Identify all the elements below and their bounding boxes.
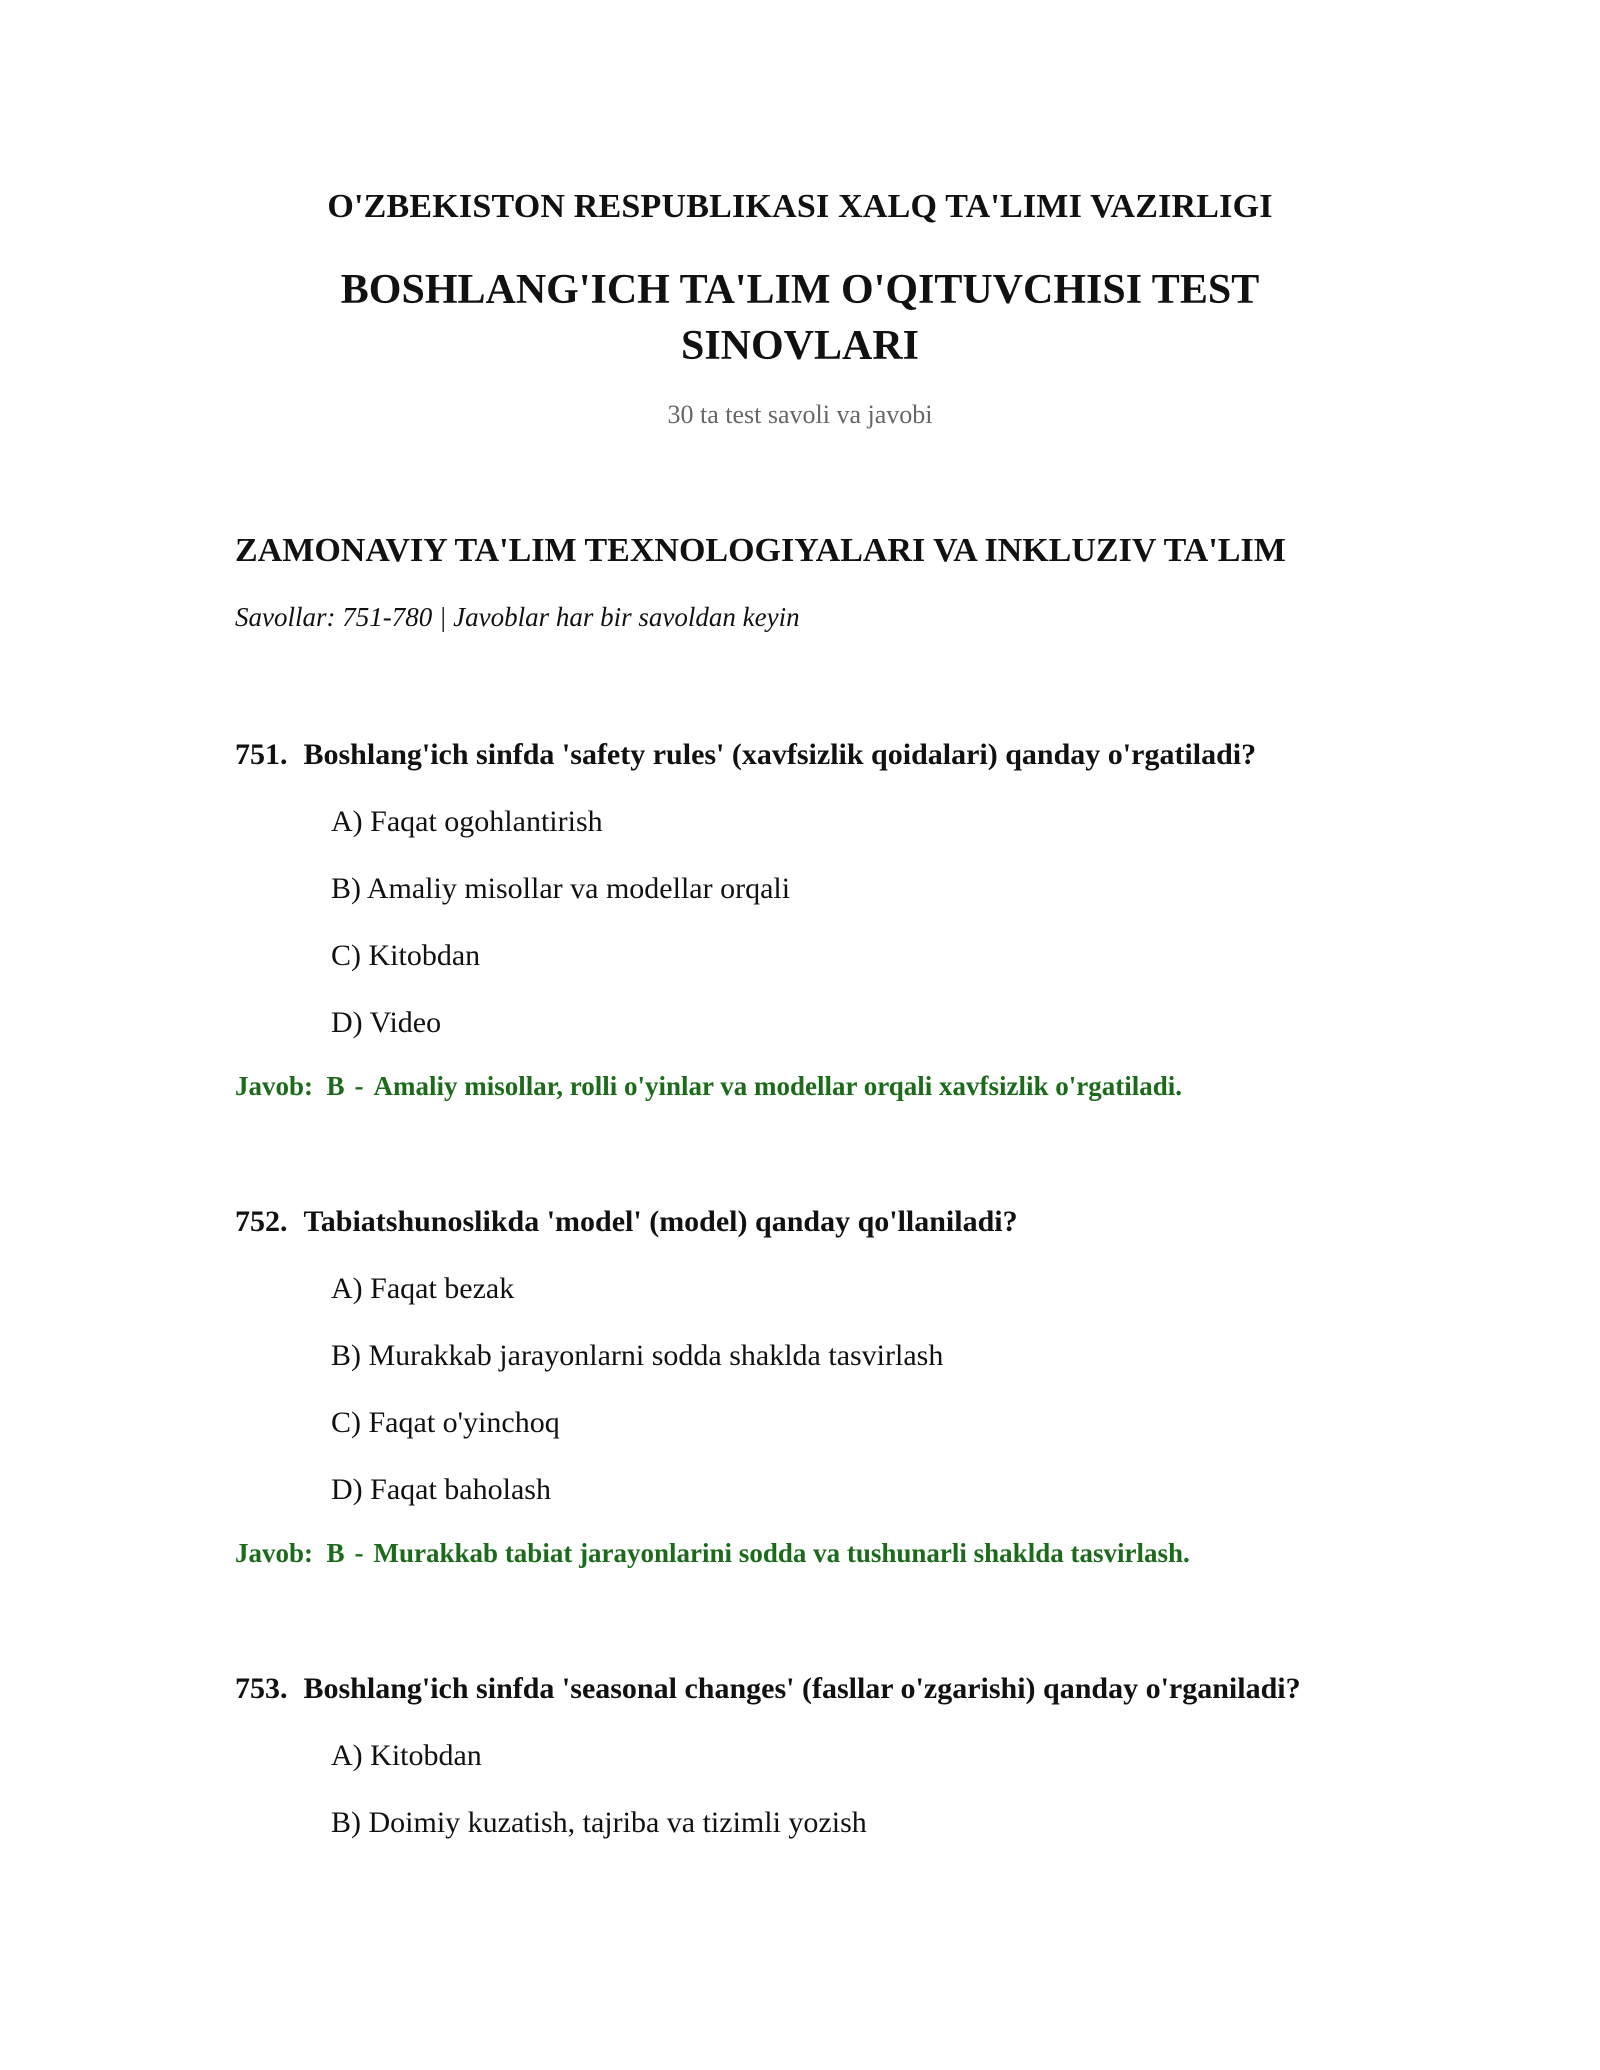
question-text	[235, 1202, 1435, 1242]
option-b: B) Doimiy kuzatish, tajriba va tizimli yozish	[331, 1806, 867, 1839]
option-d: D) Video	[331, 1006, 442, 1039]
question-number: 751.	[235, 738, 288, 771]
answer-dash: -	[354, 1071, 364, 1101]
question-text	[235, 735, 1435, 775]
question-body: Boshlang'ich sinfda 'seasonal changes' (fasllar o'zgarishi) qanday o'rganiladi?	[303, 1672, 1301, 1705]
answer-letter: B	[326, 1071, 345, 1101]
option-list	[331, 1269, 1435, 1510]
option-c: C) Faqat o'yinchoq	[331, 1406, 560, 1439]
ministry-heading: O'ZBEKISTON RESPUBLIKASI XALQ TA'LIMI VAZIRLIGI	[327, 188, 1273, 225]
document-title	[0, 262, 1600, 374]
option-a: A) Kitobdan	[331, 1739, 482, 1772]
answer-explanation: Amaliy misollar, rolli o'yinlar va modellar orqali xavfsizlik o'rgatiladi.	[373, 1071, 1183, 1101]
question-number: 753.	[235, 1672, 288, 1705]
option-c: C) Kitobdan	[331, 939, 481, 972]
answer-line	[235, 1535, 1435, 1571]
answer-dash: -	[354, 1538, 364, 1568]
question-number: 752.	[235, 1205, 288, 1238]
document-title-line-2: SINOVLARI	[680, 323, 920, 369]
option-b: B) Amaliy misollar va modellar orqali	[331, 872, 791, 905]
option-a: A) Faqat ogohlantirish	[331, 805, 603, 838]
option-a: A) Faqat bezak	[331, 1272, 515, 1305]
answer-label: Javob:	[235, 1538, 314, 1568]
question-body: Tabiatshunoslikda 'model' (model) qanday qo'llaniladi?	[303, 1205, 1018, 1238]
question-body: Boshlang'ich sinfda 'safety rules' (xavfsizlik qoidalari) qanday o'rgatiladi?	[303, 738, 1257, 771]
document-title-line-1: BOSHLANG'ICH TA'LIM O'QITUVCHISI TEST	[340, 267, 1260, 313]
section-title: ZAMONAVIY TA'LIM TEXNOLOGIYALARI VA INKLUZIV TA'LIM	[235, 532, 1286, 569]
option-list	[331, 802, 1435, 1043]
answer-explanation: Murakkab tabiat jarayonlarini sodda va tushunarli shaklda tasvirlash.	[373, 1538, 1190, 1568]
question-753	[235, 1669, 1435, 1870]
document-subtitle: 30 ta test savoli va javobi	[667, 400, 933, 429]
option-b: B) Murakkab jarayonlarni sodda shaklda tasvirlash	[331, 1339, 944, 1372]
section-info: Savollar: 751-780 | Javoblar har bir savoldan keyin	[235, 602, 800, 632]
answer-line	[235, 1068, 1435, 1104]
option-d: D) Faqat baholash	[331, 1473, 551, 1506]
option-list	[331, 1736, 1435, 1843]
question-751	[235, 735, 1435, 1104]
question-text	[235, 1669, 1435, 1709]
answer-label: Javob:	[235, 1071, 314, 1101]
question-752	[235, 1202, 1435, 1571]
answer-letter: B	[326, 1538, 345, 1568]
